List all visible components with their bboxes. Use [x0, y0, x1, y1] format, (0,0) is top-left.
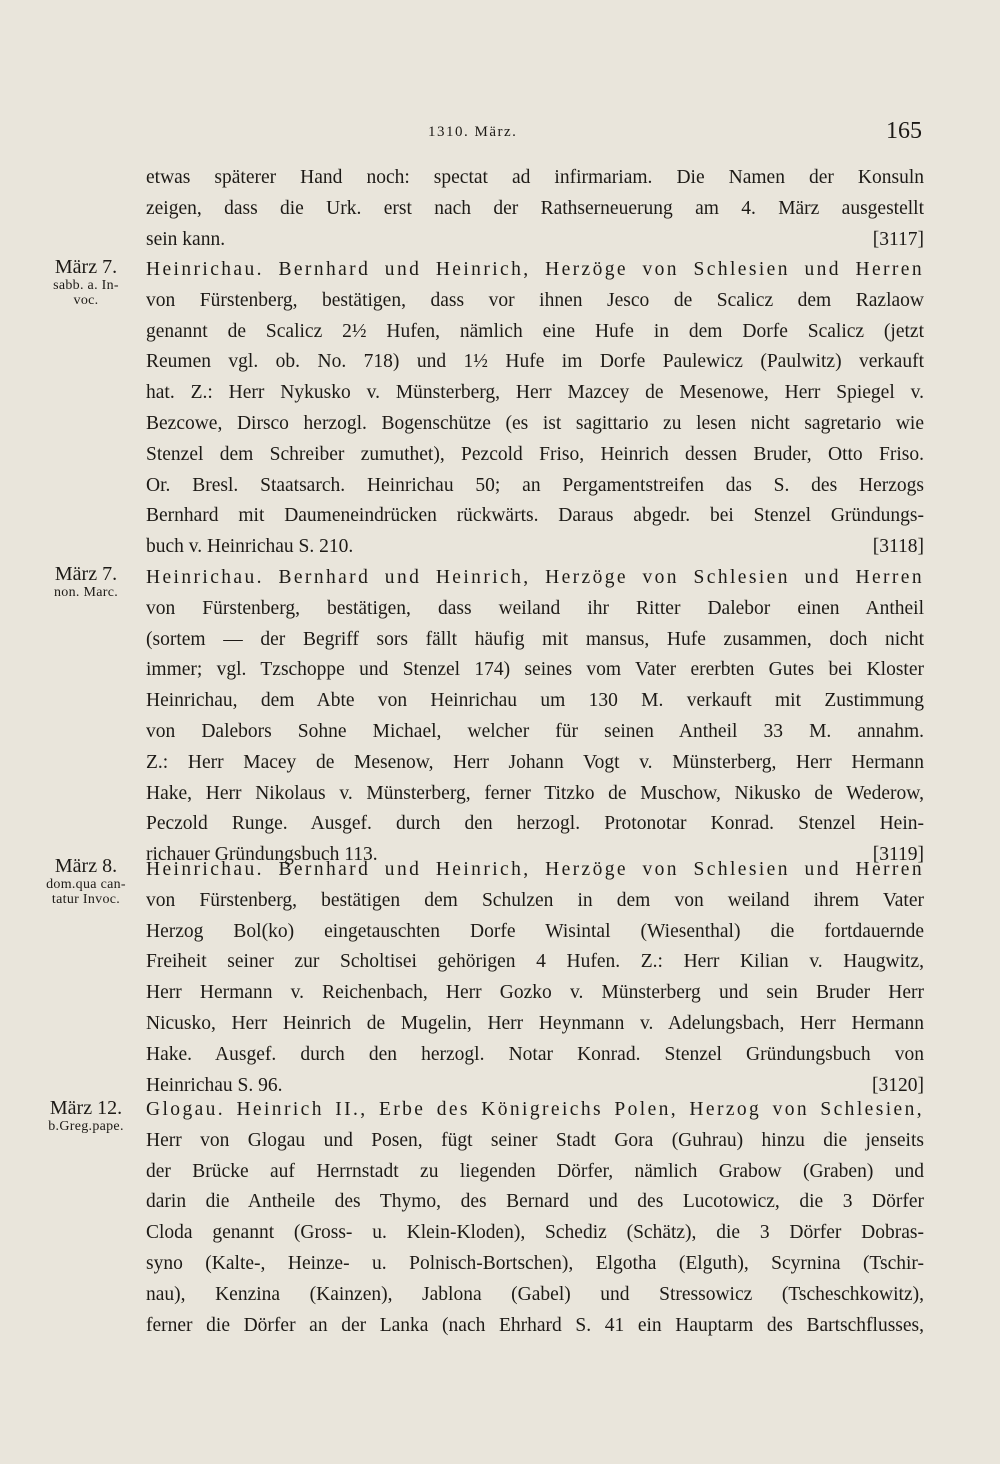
text-line: Peczold Runge. Ausgef. durch den herzogl. Protonotar Konrad. Stenzel Hein-	[146, 813, 924, 835]
text-line: Heinrichau. Bernhard und Heinrich, Herzöge von Schlesien und Herren	[146, 567, 924, 588]
line-text: buch v. Heinrichau S. 210.	[146, 536, 354, 558]
text-line: Freiheit seiner zur Scholtisei gehörigen 4 Hufen. Z.: Herr Kilian v. Haugwitz,	[146, 951, 924, 973]
text-line: genannt de Scalicz 2½ Hufen, nämlich eine Hufe in dem Dorfe Scalicz (jetzt	[146, 320, 924, 342]
text-line: zeigen, dass die Urk. erst nach der Rathserneuerung am 4. März ausgestellt	[146, 197, 924, 219]
text-line: Heinrichau. Bernhard und Heinrich, Herzöge von Schlesien und Herren	[146, 859, 924, 880]
margin-feast: tatur Invoc.	[51, 892, 121, 908]
margin-date: März 8.	[54, 855, 118, 877]
margin-feast: sabb. a. In-	[53, 278, 119, 293]
margin-feast: voc.	[73, 293, 99, 309]
text-line	[146, 225, 924, 256]
text-line: (sortem — der Begriff sors fällt häufig mit mansus, Hufe zusammen, doch nicht	[146, 628, 924, 650]
intro-paragraph	[146, 163, 924, 255]
text-line: Hake, Herr Nikolaus v. Münsterberg, ferner Titzko de Muschow, Nikusko de Wederow,	[146, 782, 924, 804]
entry-3119	[146, 563, 924, 871]
margin-note	[30, 256, 142, 309]
margin-date: März 7.	[54, 563, 118, 585]
page-header	[0, 118, 1000, 150]
text-line: von Fürstenberg, bestätigen dem Schulzen in dem von weiland ihrem Vater	[146, 889, 924, 911]
margin-note	[30, 855, 142, 908]
text-line: immer; vgl. Tzschoppe und Stenzel 174) seines vom Vater ererbten Gutes bei Kloster	[146, 659, 924, 681]
text-line	[146, 532, 924, 563]
page-number: 165	[886, 118, 922, 144]
text-line: von Fürstenberg, bestätigen, dass vor ihnen Jesco de Scalicz dem Razlaow	[146, 289, 924, 311]
document-number: [3119]	[872, 844, 924, 866]
text-line: Z.: Herr Macey de Mesenow, Herr Johann Vogt v. Münsterberg, Herr Hermann	[146, 751, 924, 773]
text-line: syno (Kalte-, Heinze- u. Polnisch-Bortschen), Elgotha (Elguth), Scyrnina (Tschir-	[146, 1252, 924, 1274]
text-line: hat. Z.: Herr Nykusko v. Münsterberg, Herr Mazcey de Mesenowe, Herr Spiegel v.	[146, 382, 924, 404]
margin-date: März 7.	[54, 256, 118, 278]
text-line: Bernhard mit Daumeneindrücken rückwärts. Daraus abgedr. bei Stenzel Gründungs-	[146, 505, 924, 527]
text-line: von Dalebors Sohne Michael, welcher für seinen Antheil 33 M. annahm.	[146, 720, 924, 742]
margin-feast: dom.qua can-	[46, 877, 126, 892]
line-text: Heinrichau S. 96.	[146, 1074, 283, 1096]
margin-feast: non. Marc.	[53, 585, 119, 600]
entry-glogau	[146, 1095, 924, 1341]
text-line: Hake. Ausgef. durch den herzogl. Notar Konrad. Stenzel Gründungsbuch von	[146, 1043, 924, 1065]
text-line: Heinrichau. Bernhard und Heinrich, Herzöge von Schlesien und Herren	[146, 259, 924, 280]
text-line: Or. Bresl. Staatsarch. Heinrichau 50; an Pergamentstreifen das S. des Herzogs	[146, 474, 924, 496]
text-line: Herr von Glogau und Posen, fügt seiner Stadt Gora (Guhrau) hinzu die jenseits	[146, 1129, 924, 1151]
margin-date: März 12.	[49, 1097, 123, 1119]
entry-3120	[146, 855, 924, 1101]
margin-note	[30, 563, 142, 600]
margin-feast: b.Greg.pape.	[48, 1119, 124, 1134]
entry-3118	[146, 255, 924, 563]
text-line: Heinrichau, dem Abte von Heinrichau um 130 M. verkauft mit Zustimmung	[146, 690, 924, 712]
document-number: [3120]	[872, 1074, 924, 1096]
text-line: Nicusko, Herr Heinrich de Mugelin, Herr Heynmann v. Adelungsbach, Herr Hermann	[146, 1012, 924, 1034]
text-line: von Fürstenberg, bestätigen, dass weiland ihr Ritter Dalebor einen Antheil	[146, 597, 924, 619]
text-line: der Brücke auf Herrnstadt zu liegenden Dörfer, nämlich Grabow (Graben) und	[146, 1160, 924, 1182]
document-number: [3118]	[872, 536, 924, 558]
text-line: Bezcowe, Dirsco herzogl. Bogenschütze (es ist sagittario zu lesen nicht sagretario wie	[146, 412, 924, 434]
text-line: Cloda genannt (Gross- u. Klein-Kloden), Schediz (Schätz), die 3 Dörfer Dobras-	[146, 1222, 924, 1244]
margin-note	[30, 1097, 142, 1134]
text-line: Herr Hermann v. Reichenbach, Herr Gozko v. Münsterberg und sein Bruder Herr	[146, 982, 924, 1004]
text-line: Stenzel dem Schreiber zumuthet), Pezcold Friso, Heinrich dessen Bruder, Otto Friso.	[146, 443, 924, 465]
text-line: Reumen vgl. ob. No. 718) und 1½ Hufe im Dorfe Paulewicz (Paulwitz) verkauft	[146, 351, 924, 373]
running-title: 1310. März.	[428, 124, 518, 140]
text-line: etwas späterer Hand noch: spectat ad infirmariam. Die Namen der Konsuln	[146, 167, 924, 188]
line-text: richauer Gründungsbuch 113.	[146, 844, 378, 866]
text-line: darin die Antheile des Thymo, des Bernard und des Lucotowicz, die 3 Dörfer	[146, 1191, 924, 1213]
line-text: sein kann.	[146, 228, 226, 250]
document-number: [3117]	[872, 228, 924, 250]
text-line: Herzog Bol(ko) eingetauschten Dorfe Wisintal (Wiesenthal) die fortdauernde	[146, 920, 924, 942]
text-line: nau), Kenzina (Kainzen), Jablona (Gabel) und Stressowicz (Tscheschkowitz),	[146, 1283, 924, 1305]
text-line: Glogau. Heinrich II., Erbe des Königreichs Polen, Herzog von Schlesien,	[146, 1099, 924, 1120]
text-line: ferner die Dörfer an der Lanka (nach Ehrhard S. 41 ein Hauptarm des Bartschflusses,	[146, 1314, 924, 1336]
